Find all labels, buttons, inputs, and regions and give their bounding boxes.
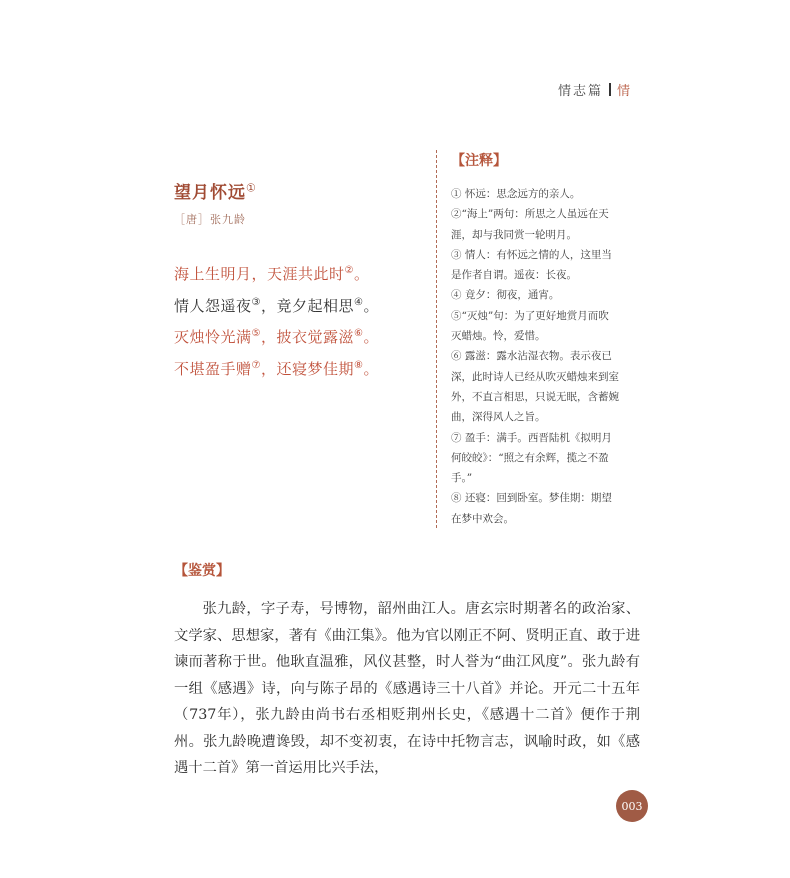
note-line: 是作者自谓。遥夜：长夜。 xyxy=(451,269,577,282)
line-3-part-c: 。 xyxy=(363,328,379,346)
line-1-part-a: 海上生明月，天涯共此时 xyxy=(174,265,345,283)
line-3-part-b: ，披衣觉露滋 xyxy=(260,328,354,346)
line-2-part-c: 。 xyxy=(363,296,379,315)
line-1-part-b: 。 xyxy=(353,265,370,283)
header-divider xyxy=(609,83,611,96)
note-line: ⑤“灭烛”句：为了更好地赏月而吹 xyxy=(451,309,609,322)
notes-title: 【注释】 xyxy=(451,153,507,169)
line-2-part-a: 情人怨遥夜 xyxy=(174,296,252,315)
note-line: 灭蜡烛。怜，爱惜。 xyxy=(451,330,546,343)
note-line: 深，此时诗人已经从吹灭蜡烛来到室 xyxy=(451,370,619,383)
line-3-mark-1: ⑤ xyxy=(251,328,261,339)
page-number-badge: 003 xyxy=(616,790,648,822)
poem-title-note-mark: ① xyxy=(246,181,257,195)
poem-line-4 xyxy=(174,352,404,384)
appreciation-section xyxy=(174,560,640,782)
header-section: 情志篇 xyxy=(557,84,603,99)
poem-title-text: 望月怀远 xyxy=(174,183,246,203)
header-chapter: 情 xyxy=(616,84,632,99)
note-line: ⑧ 还寝：回到卧室。梦佳期：期望 xyxy=(451,492,612,505)
poem-title xyxy=(174,178,404,203)
note-line: ⑦ 盈手：满手。西晋陆机《拟明月 xyxy=(451,431,612,444)
appreciation-title: 【鉴赏】 xyxy=(174,563,230,579)
note-line: ③ 情人：有怀远之情的人，这里当 xyxy=(451,248,612,261)
line-4-part-b: ，还寝梦佳期 xyxy=(260,359,354,378)
poem-block xyxy=(174,178,404,383)
note-line: ① 怀远：思念远方的亲人。 xyxy=(451,188,581,200)
poem-author: ［唐］张九龄 xyxy=(174,213,246,226)
note-line: ⑥ 露滋：露水沾湿衣物。表示夜已 xyxy=(451,350,612,363)
note-line: 何皎皎》：“照之有余辉，揽之不盈 xyxy=(451,451,609,464)
note-line: 在梦中欢会。 xyxy=(451,512,514,525)
line-4-part-a: 不堪盈手赠 xyxy=(174,359,252,378)
line-3-mark-2: ⑥ xyxy=(354,328,364,339)
poem-line-1 xyxy=(174,257,404,289)
notes-panel xyxy=(436,150,636,528)
line-1-mark-1: ② xyxy=(344,265,354,276)
line-2-mark-2: ④ xyxy=(354,296,364,308)
line-2-mark-1: ③ xyxy=(251,296,261,308)
running-header xyxy=(558,80,632,99)
note-line: ②“海上”两句：所思之人虽远在天 xyxy=(451,208,609,221)
line-4-part-c: 。 xyxy=(363,359,379,378)
line-4-mark-1: ⑦ xyxy=(251,359,261,371)
line-2-part-b: ，竟夕起相思 xyxy=(260,296,354,315)
note-line: ④ 竟夕：彻夜，通宵。 xyxy=(451,289,560,302)
appreciation-text: 张九龄，字子寿，号博物，韶州曲江人。唐玄宗时期著名的政治家、文学家、思想家，著有《曲江集》。他为官以刚正不阿、贤明正直、敢于进谏而著称于世。他耿直温雅，风仪甚整，时人誉为“曲江风度”。张九龄有一组《感遇》诗，向与陈子昂的《感遇诗三十八首》并论。开元二十五年（737年），张九龄由尚书右丞相贬荆州长史，《感遇十二首》便作于荆州。张九龄晚遭谗毁，却不变初衷，在诗中托物言志，讽喻时政，如《感遇十二首》第一首运用比兴手法， xyxy=(174,601,640,776)
poem-lines xyxy=(174,257,404,383)
note-line: 涯，却与我同赏一轮明月。 xyxy=(451,228,577,241)
poem-line-3 xyxy=(174,320,404,352)
note-line: 手。” xyxy=(451,472,473,485)
note-line: 曲，深得风人之旨。 xyxy=(451,411,546,424)
line-3-part-a: 灭烛怜光满 xyxy=(174,328,252,346)
poem-line-2 xyxy=(174,289,404,321)
note-line: 外，不直言相思，只说无眠，含蓄婉 xyxy=(451,390,619,403)
line-4-mark-2: ⑧ xyxy=(354,359,364,371)
